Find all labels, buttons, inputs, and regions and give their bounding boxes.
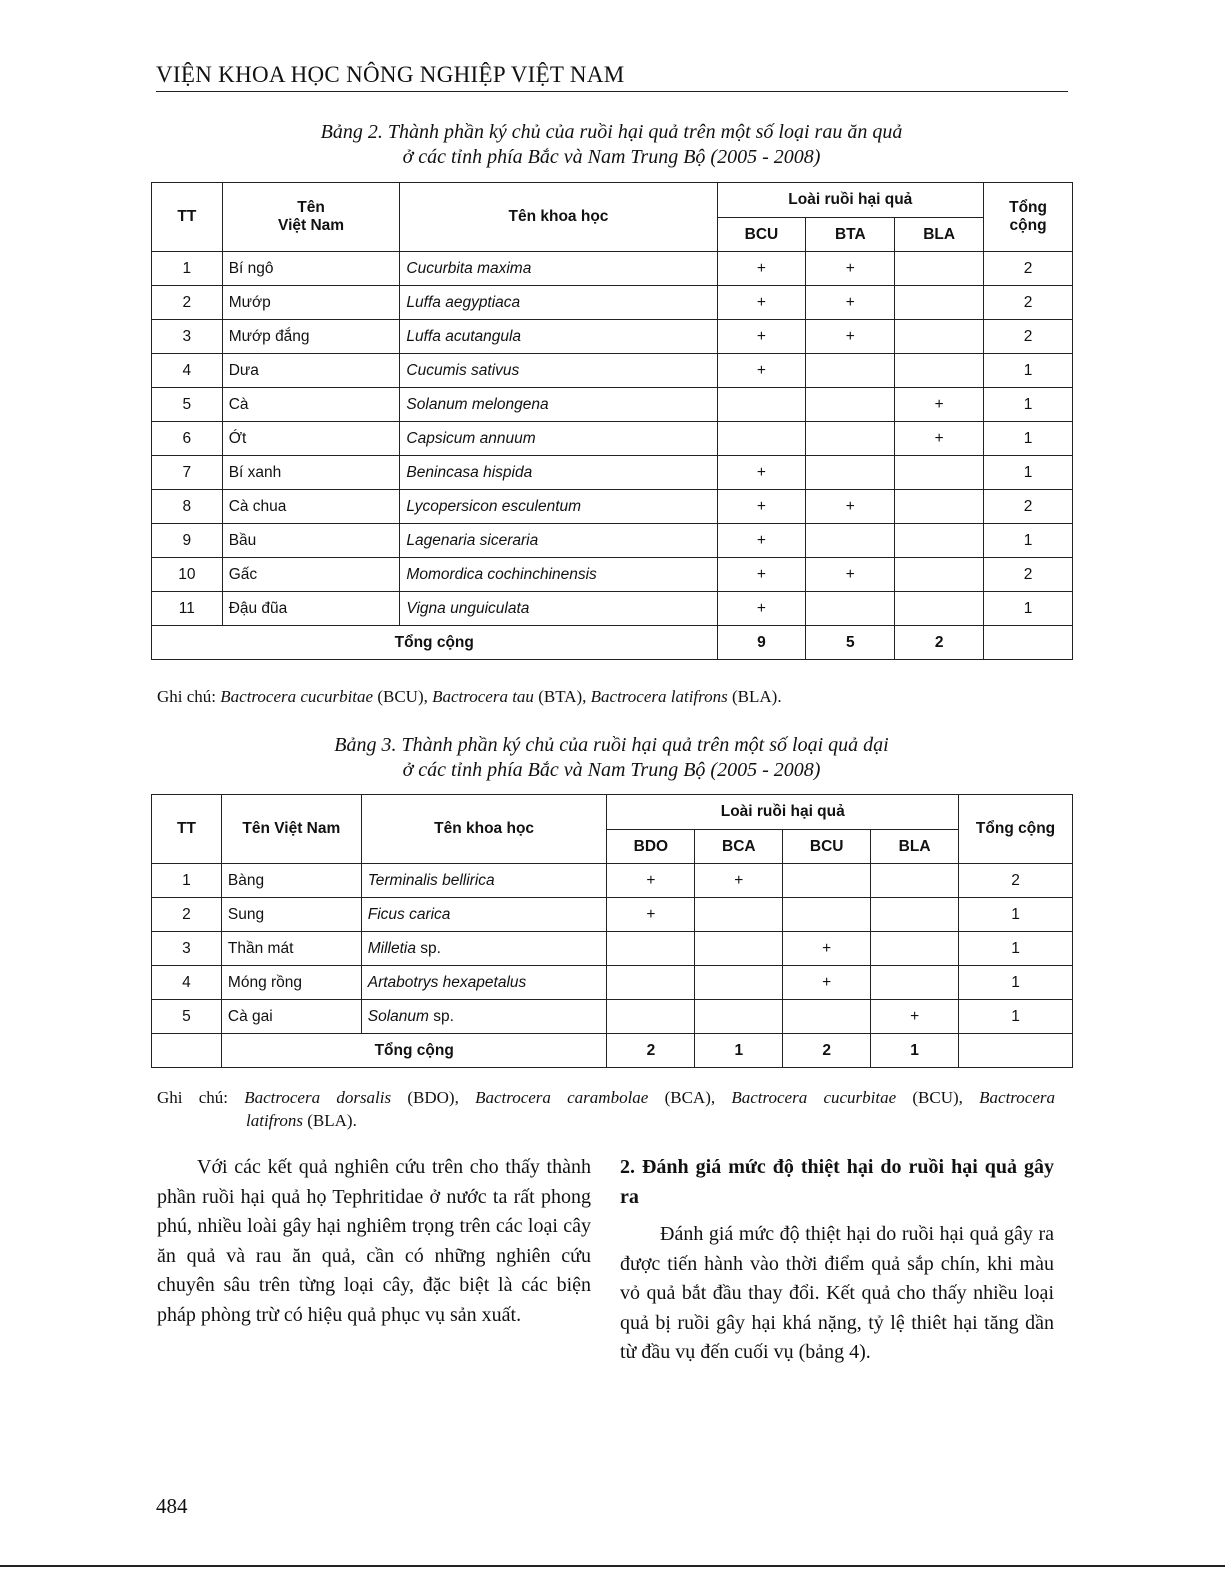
table-row — [152, 354, 1073, 388]
mark-bla: + — [895, 388, 984, 422]
mark-bcu: + — [717, 524, 806, 558]
table3-total-bdo: 2 — [607, 1034, 695, 1068]
table2-caption-line2: ở các tỉnh phía Bắc và Nam Trung Bộ (2005 - 2008) — [402, 146, 821, 168]
table3 — [151, 794, 1073, 1068]
mark-bta: + — [806, 558, 895, 592]
table-row — [152, 592, 1073, 626]
note-abbr: (BDO), — [391, 1088, 476, 1107]
table3-head-vn: Tên Việt Nam — [221, 795, 361, 864]
vietnamese-name: Mướp đắng — [222, 320, 400, 354]
table2-total-row — [152, 626, 1073, 660]
mark-bcu — [783, 864, 871, 898]
table-row — [152, 252, 1073, 286]
table2-note — [157, 685, 1067, 708]
table-row — [152, 286, 1073, 320]
mark-bdo — [607, 1000, 695, 1034]
table3-species-bla: BLA — [871, 830, 959, 864]
mark-bla — [871, 932, 959, 966]
table2-head-vn-line2: Việt Nam — [278, 217, 345, 234]
table3-head-tt: TT — [152, 795, 222, 864]
section-title: 2. Đánh giá mức độ thiệt hại do ruồi hại quả gây ra — [620, 1156, 1054, 1208]
mark-bta: + — [806, 320, 895, 354]
row-number: 5 — [152, 388, 223, 422]
table3-total-bca: 1 — [695, 1034, 783, 1068]
row-number: 5 — [152, 1000, 222, 1034]
mark-bla — [895, 252, 984, 286]
row-number: 4 — [152, 966, 222, 1000]
table-row — [152, 388, 1073, 422]
vietnamese-name: Đậu đũa — [222, 592, 400, 626]
mark-bca — [695, 966, 783, 1000]
mark-bcu: + — [717, 320, 806, 354]
mark-bca: + — [695, 864, 783, 898]
mark-bcu: + — [717, 354, 806, 388]
mark-bta — [806, 354, 895, 388]
mark-bla — [895, 354, 984, 388]
mark-bla: + — [895, 422, 984, 456]
table2-species-bcu: BCU — [717, 218, 806, 252]
table3-caption-line2: ở các tỉnh phía Bắc và Nam Trung Bộ (2005 - 2008) — [402, 759, 821, 781]
row-number: 6 — [152, 422, 223, 456]
body-paragraph: Với các kết quả nghiên cứu trên cho thấy thành phần ruồi hại quả họ Tephritidae ở nước ta rất phong phú, nhiều loài gây hại nghiêm trọng trên các loại cây ăn quả và rau ăn quả, cần có những nghiên cứu chuyên sâu trên từng loại cây, đặc biệt là các biện pháp phòng trừ có hiệu quả phục vụ sản xuất. — [157, 1156, 591, 1326]
row-number: 1 — [152, 864, 222, 898]
mark-bla — [895, 320, 984, 354]
mark-bcu — [783, 898, 871, 932]
table2-species-bta: BTA — [806, 218, 895, 252]
table3-head-sci: Tên khoa học — [361, 795, 607, 864]
row-total: 2 — [984, 286, 1073, 320]
body-paragraph: Đánh giá mức độ thiệt hại do ruồi hại quả gây ra được tiến hành vào thời điểm quả sắp chín, khi màu vỏ quả bắt đầu thay đổi. Kết quả cho thấy nhiều loại quả bị ruồi gây hại khá nặng, tỷ lệ thiêt hại tăng dần từ đầu vụ đến cuối vụ (bảng 4). — [620, 1223, 1054, 1363]
mark-bca — [695, 932, 783, 966]
mark-bcu — [717, 422, 806, 456]
mark-bla — [895, 592, 984, 626]
mark-bla — [871, 898, 959, 932]
mark-bla — [895, 286, 984, 320]
table2-total-bla: 2 — [895, 626, 984, 660]
vietnamese-name: Cà — [222, 388, 400, 422]
table3-caption-line1: Bảng 3. Thành phần ký chủ của ruồi hại quả trên một số loại quả dại — [334, 734, 889, 756]
scientific-name: Luffa aegyptiaca — [400, 286, 717, 320]
row-total: 1 — [984, 422, 1073, 456]
scientific-name-suffix: sp. — [415, 939, 441, 957]
mark-bdo: + — [607, 864, 695, 898]
table-row — [152, 320, 1073, 354]
note-species: Bactrocera cucurbitae — [220, 687, 374, 706]
row-number: 3 — [152, 320, 223, 354]
note-abbr: (BLA). — [727, 687, 782, 706]
row-number: 8 — [152, 490, 223, 524]
note-species: Bactrocera dorsalis — [244, 1088, 392, 1107]
running-header: VIỆN KHOA HỌC NÔNG NGHIỆP VIỆT NAM — [156, 62, 1068, 92]
table3-species-bca: BCA — [695, 830, 783, 864]
row-total: 1 — [984, 592, 1073, 626]
table3-note-line2 — [246, 1109, 357, 1132]
mark-bcu: + — [717, 490, 806, 524]
scientific-name-italic: Ficus carica — [367, 905, 451, 923]
table2-head-total-line1: Tổng — [1009, 199, 1047, 216]
vietnamese-name: Mướp — [222, 286, 400, 320]
table-row — [152, 898, 1073, 932]
mark-bla — [871, 864, 959, 898]
table-row — [152, 456, 1073, 490]
left-column — [157, 1153, 591, 1330]
table-row — [152, 864, 1073, 898]
mark-bla — [895, 558, 984, 592]
note-species: Bactrocera cucurbitae — [731, 1088, 897, 1107]
row-total: 2 — [984, 252, 1073, 286]
row-number: 7 — [152, 456, 223, 490]
note-prefix: Ghi chú: — [157, 1088, 245, 1107]
row-number: 9 — [152, 524, 223, 558]
note-species: Bactrocera latifrons — [590, 687, 728, 706]
scientific-name: Solanum melongena — [400, 388, 717, 422]
mark-bta — [806, 456, 895, 490]
scientific-name: Lycopersicon esculentum — [400, 490, 717, 524]
table2-head-vn — [222, 183, 400, 252]
table2-total-bcu: 9 — [717, 626, 806, 660]
mark-bcu: + — [717, 592, 806, 626]
scientific-name: Lagenaria siceraria — [400, 524, 717, 558]
table3-head-species-group: Loài ruồi hại quả — [607, 795, 959, 830]
scientific-name-italic: Solanum — [367, 1007, 429, 1025]
table-row — [152, 490, 1073, 524]
mark-bta — [806, 592, 895, 626]
mark-bta — [806, 388, 895, 422]
mark-bta — [806, 422, 895, 456]
table3-total-label: Tổng cộng — [221, 1034, 607, 1068]
row-number: 2 — [152, 898, 222, 932]
row-total: 1 — [984, 456, 1073, 490]
row-total: 2 — [959, 864, 1073, 898]
table2-head-total-line2: cộng — [1009, 217, 1047, 234]
table-row — [152, 524, 1073, 558]
mark-bcu: + — [717, 558, 806, 592]
table2-caption-line1: Bảng 2. Thành phần ký chủ của ruồi hại quả trên một số loại rau ăn quả — [320, 121, 903, 143]
table3-species-bcu: BCU — [783, 830, 871, 864]
table-row — [152, 422, 1073, 456]
scientific-name — [361, 932, 607, 966]
table2-total-empty — [984, 626, 1073, 660]
bottom-rule — [0, 1565, 1225, 1567]
table2 — [151, 182, 1073, 660]
mark-bla — [871, 966, 959, 1000]
mark-bla — [895, 456, 984, 490]
scientific-name: Momordica cochinchinensis — [400, 558, 717, 592]
mark-bla: + — [871, 1000, 959, 1034]
mark-bca — [695, 1000, 783, 1034]
mark-bcu: + — [783, 966, 871, 1000]
table3-total-empty — [959, 1034, 1073, 1068]
scientific-name — [361, 898, 607, 932]
row-number: 10 — [152, 558, 223, 592]
mark-bcu — [783, 1000, 871, 1034]
table3-caption — [150, 733, 1073, 783]
mark-bla — [895, 490, 984, 524]
vietnamese-name: Thần mát — [221, 932, 361, 966]
vietnamese-name: Bí xanh — [222, 456, 400, 490]
scientific-name — [361, 1000, 607, 1034]
scientific-name: Cucurbita maxima — [400, 252, 717, 286]
note-species: Bactrocera tau — [432, 687, 534, 706]
note-abbr: (BCU), — [896, 1088, 980, 1107]
mark-bta: + — [806, 286, 895, 320]
table-row — [152, 558, 1073, 592]
row-number: 3 — [152, 932, 222, 966]
note-species: Bactrocera carambolae — [475, 1088, 649, 1107]
row-total: 1 — [959, 898, 1073, 932]
note-species: latifrons — [246, 1111, 303, 1130]
scientific-name-italic: Milletia — [367, 939, 416, 957]
table3-head-total: Tổng cộng — [959, 795, 1073, 864]
scientific-name-italic: Terminalis bellirica — [367, 871, 495, 889]
table2-head-total — [984, 183, 1073, 252]
scientific-name-italic: Artabotrys hexapetalus — [367, 973, 527, 991]
mark-bca — [695, 898, 783, 932]
table-row — [152, 932, 1073, 966]
row-total: 1 — [984, 388, 1073, 422]
scientific-name-suffix: sp. — [428, 1007, 454, 1025]
note-prefix: Ghi chú: — [157, 687, 221, 706]
vietnamese-name: Bí ngô — [222, 252, 400, 286]
vietnamese-name: Bầu — [222, 524, 400, 558]
vietnamese-name: Sung — [221, 898, 361, 932]
right-column — [620, 1153, 1054, 1368]
row-total: 1 — [984, 524, 1073, 558]
note-abbr: (BCU), — [373, 687, 433, 706]
scientific-name: Capsicum annuum — [400, 422, 717, 456]
row-total: 2 — [984, 490, 1073, 524]
table2-header-row — [152, 183, 1073, 218]
table2-caption — [150, 120, 1073, 170]
row-total: 1 — [984, 354, 1073, 388]
mark-bcu: + — [783, 932, 871, 966]
vietnamese-name: Cà chua — [222, 490, 400, 524]
mark-bcu: + — [717, 456, 806, 490]
vietnamese-name: Ớt — [222, 422, 400, 456]
note-abbr: (BCA), — [648, 1088, 732, 1107]
note-abbr: (BLA). — [303, 1111, 357, 1130]
table2-total-label: Tổng cộng — [152, 626, 718, 660]
table2-head-species-group: Loài ruồi hại quả — [717, 183, 984, 218]
row-total: 1 — [959, 966, 1073, 1000]
table2-total-bta: 5 — [806, 626, 895, 660]
mark-bla — [895, 524, 984, 558]
row-total: 2 — [984, 558, 1073, 592]
table2-head-tt: TT — [152, 183, 223, 252]
table-row — [152, 1000, 1073, 1034]
mark-bcu: + — [717, 286, 806, 320]
scientific-name — [361, 966, 607, 1000]
note-abbr: (BTA), — [533, 687, 591, 706]
scientific-name: Cucumis sativus — [400, 354, 717, 388]
mark-bcu — [717, 388, 806, 422]
row-number: 11 — [152, 592, 223, 626]
row-total: 2 — [984, 320, 1073, 354]
vietnamese-name: Gấc — [222, 558, 400, 592]
mark-bdo — [607, 966, 695, 1000]
mark-bta: + — [806, 252, 895, 286]
mark-bta: + — [806, 490, 895, 524]
vietnamese-name: Cà gai — [221, 1000, 361, 1034]
table3-total-row — [152, 1034, 1073, 1068]
table2-head-sci: Tên khoa học — [400, 183, 717, 252]
table3-note-line1 — [157, 1086, 1055, 1109]
mark-bdo — [607, 932, 695, 966]
row-number: 4 — [152, 354, 223, 388]
vietnamese-name: Bàng — [221, 864, 361, 898]
page-number: 484 — [156, 1494, 188, 1518]
row-number: 1 — [152, 252, 223, 286]
scientific-name: Luffa acutangula — [400, 320, 717, 354]
mark-bdo: + — [607, 898, 695, 932]
vietnamese-name: Móng rồng — [221, 966, 361, 1000]
table3-header-row — [152, 795, 1073, 830]
table2-species-bla: BLA — [895, 218, 984, 252]
scientific-name — [361, 864, 607, 898]
scientific-name: Benincasa hispida — [400, 456, 717, 490]
row-total: 1 — [959, 1000, 1073, 1034]
scientific-name: Vigna unguiculata — [400, 592, 717, 626]
table3-total-bcu: 2 — [783, 1034, 871, 1068]
table-row — [152, 966, 1073, 1000]
row-total: 1 — [959, 932, 1073, 966]
table3-species-bdo: BDO — [607, 830, 695, 864]
table3-total-bla: 1 — [871, 1034, 959, 1068]
mark-bta — [806, 524, 895, 558]
row-number: 2 — [152, 286, 223, 320]
mark-bcu: + — [717, 252, 806, 286]
table2-head-vn-line1: Tên — [297, 199, 325, 216]
note-species: Bactrocera — [979, 1088, 1055, 1107]
table3-total-empty-tt — [152, 1034, 222, 1068]
vietnamese-name: Dưa — [222, 354, 400, 388]
